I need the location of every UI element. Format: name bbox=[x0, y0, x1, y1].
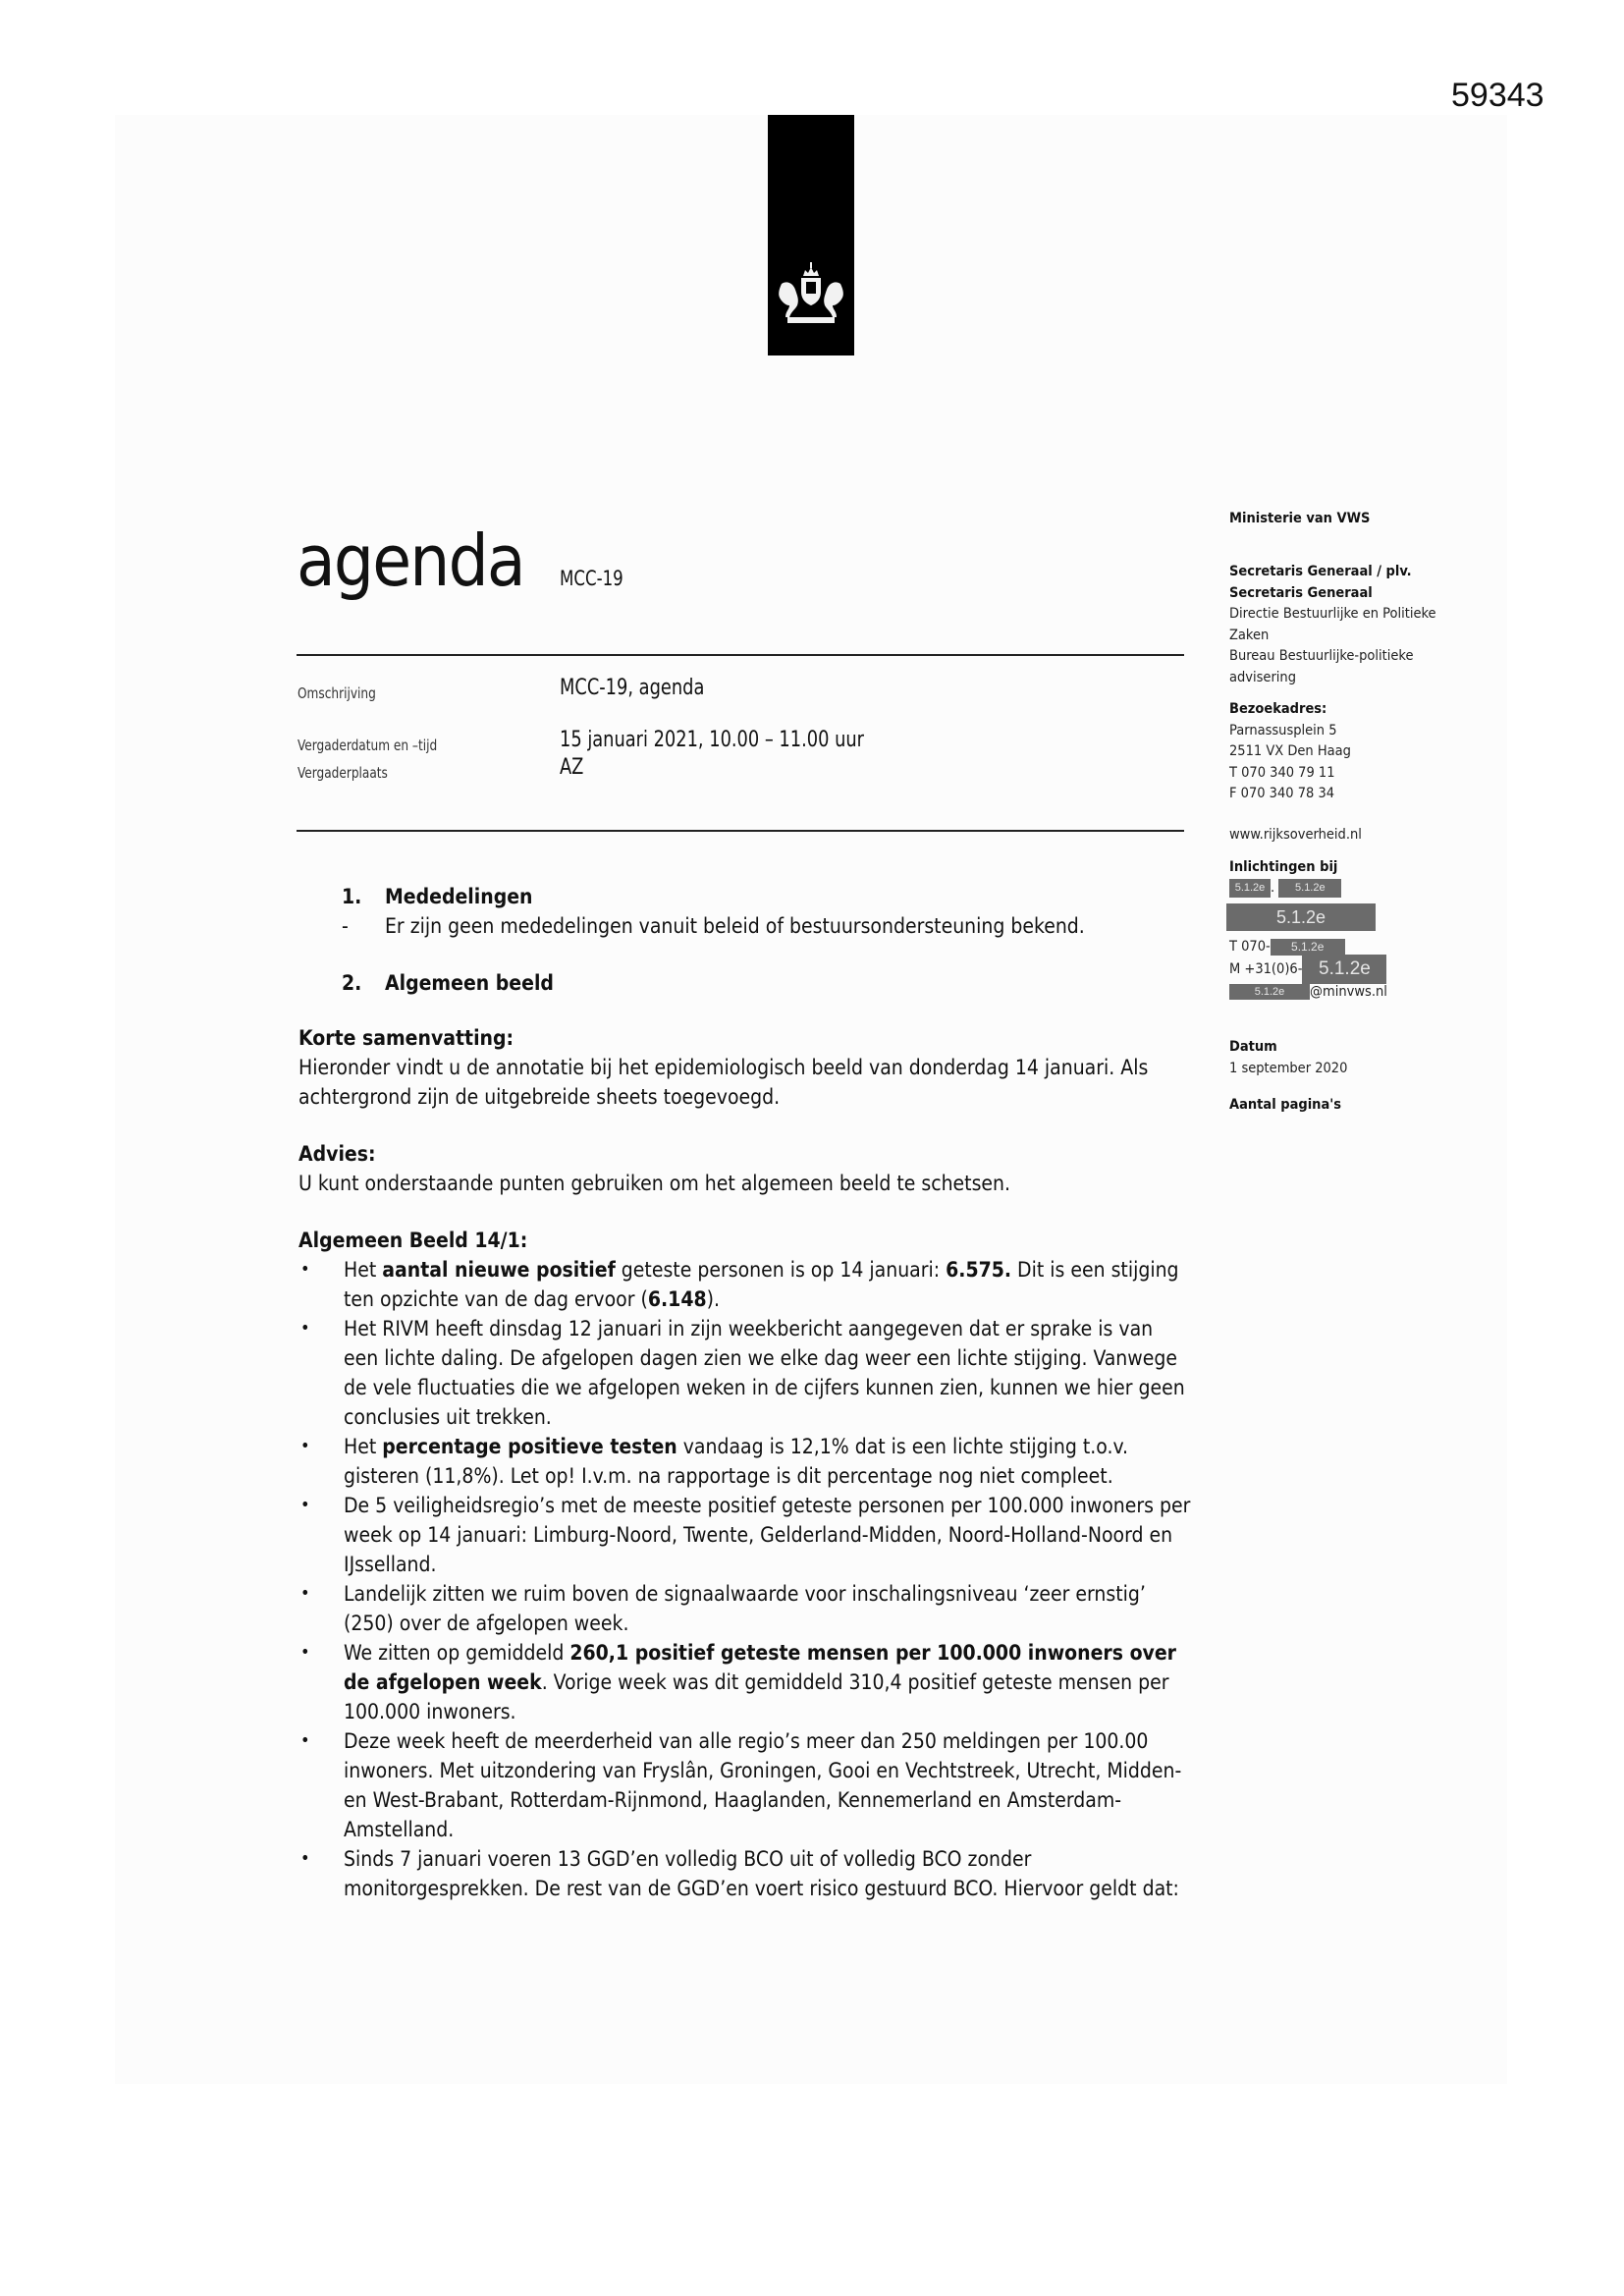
section-heading-2: 2. Algemeen beeld bbox=[342, 971, 554, 995]
bullet-icon: • bbox=[300, 1436, 310, 1456]
meta-value-description: MCC-19, agenda bbox=[560, 676, 705, 700]
redaction-box: 5.1.2e bbox=[1302, 955, 1386, 984]
overview-heading: Algemeen Beeld 14/1: bbox=[298, 1229, 528, 1252]
summary-text: Hieronder vindt u de annotatie bij het epidemiologisch beeld van donderdag 14 januari. Als achtergrond zijn de uitgebreide sheets toegevoegd. bbox=[298, 1056, 1149, 1109]
section-heading-1: 1. Mededelingen bbox=[342, 885, 533, 908]
redaction-box: 5.1.2e bbox=[1278, 879, 1341, 898]
sidebar-contact-name: 5.1.2e . 5.1.2e bbox=[1229, 878, 1341, 900]
divider-bottom bbox=[297, 830, 1184, 832]
bullet-icon: • bbox=[300, 1495, 310, 1515]
meta-label-description: Omschrijving bbox=[298, 684, 376, 702]
sidebar-address: Bezoekadres: Parnassusplein 5 2511 VX Den Haag T 070 340 79 11 F 070 340 78 34 bbox=[1229, 701, 1351, 801]
meta-value-location: AZ bbox=[560, 755, 584, 780]
agenda-body bbox=[298, 882, 1192, 1903]
bullet-icon: • bbox=[300, 1259, 310, 1280]
list-item: • De 5 veiligheidsregio’s met de meeste positief geteste personen per 100.000 inwoners per week op 14 januari: Limburg-Noord, Twente, Gelderland-Midden, Noord-Holland-Noord en IJsselland. bbox=[298, 1491, 1192, 1579]
bullet-icon: • bbox=[300, 1642, 310, 1663]
list-item: • We zitten op gemiddeld 260,1 positief geteste mensen per 100.000 inwoners over de afgelopen week. Vorige week was dit gemiddeld 310,4 positief geteste mensen per 100.000 inwoners. bbox=[298, 1638, 1192, 1726]
meta-label-datetime: Vergaderdatum en –tijd bbox=[298, 737, 438, 754]
title-block bbox=[297, 519, 623, 602]
advice-heading: Advies: bbox=[298, 1142, 376, 1166]
sidebar-website: www.rijksoverheid.nl bbox=[1229, 827, 1362, 843]
summary-heading: Korte samenvatting: bbox=[298, 1026, 514, 1050]
sidebar-date: Datum 1 september 2020 bbox=[1229, 1039, 1348, 1076]
list-item: • Sinds 7 januari voeren 13 GGD’en volledig BCO uit of volledig BCO zonder monitorgesprekken. De rest van de GGD’en voert risico gestuurd BCO. Hiervoor geldt dat: bbox=[298, 1844, 1192, 1903]
coat-of-arms-icon bbox=[774, 262, 848, 331]
sidebar-department: Secretaris Generaal / plv. Secretaris Generaal Directie Bestuurlijke en Politieke Zaken Bureau Bestuurlijke-politieke advisering bbox=[1229, 564, 1436, 685]
sidebar-contact-title bbox=[1226, 903, 1376, 931]
list-item: • Deze week heeft de meerderheid van alle regio’s meer dan 250 meldingen per 100.00 inwoners. Met uitzondering van Fryslân, Groningen, Gooi en Vechtstreek, Utrecht, Midden- en West-Brabant, Rotterdam-Rijnmond, Haaglanden, Kennemerland en Amsterdam-Amstelland. bbox=[298, 1726, 1192, 1844]
sidebar-contact-label: Inlichtingen bij bbox=[1229, 859, 1338, 875]
redaction-box: 5.1.2e bbox=[1226, 903, 1376, 931]
sidebar-ministry: Ministerie van VWS bbox=[1229, 511, 1371, 526]
sidebar-contact-phone: T 070- 5.1.2e bbox=[1229, 937, 1345, 958]
sidebar-page-count: Aantal pagina's bbox=[1229, 1097, 1342, 1113]
advice-text: U kunt onderstaande punten gebruiken om het algemeen beeld te schetsen. bbox=[298, 1172, 1011, 1195]
redaction-box: 5.1.2e bbox=[1271, 939, 1345, 956]
list-item: • Het percentage positieve testen vandaag is 12,1% dat is een lichte stijging t.o.v. gisteren (11,8%). Let op! I.v.m. na rapportage is dit percentage nog niet compleet. bbox=[298, 1432, 1192, 1491]
meta-label-location: Vergaderplaats bbox=[298, 764, 388, 782]
list-item: • Landelijk zitten we ruim boven de signaalwaarde voor inschalingsniveau ‘zeer ernstig’ (250) over de afgelopen week. bbox=[298, 1579, 1192, 1638]
list-item: • Het aantal nieuwe positief geteste personen is op 14 januari: 6.575. Dit is een stijging ten opzichte van de dag ervoor (6.148). bbox=[298, 1255, 1192, 1314]
list-item: • Het RIVM heeft dinsdag 12 januari in zijn weekbericht aangegeven dat er sprake is van een lichte daling. De afgelopen dagen zien we elke dag weer een lichte stijging. Vanwege de vele fluctuaties die we afgelopen weken in de cijfers kunnen zien, kunnen we hier geen conclusies uit trekken. bbox=[298, 1314, 1192, 1432]
sidebar-contact-email: 5.1.2e @minvws.nl bbox=[1229, 982, 1387, 1004]
bullet-icon: • bbox=[300, 1318, 310, 1339]
bullet-icon: • bbox=[300, 1848, 310, 1869]
meta-value-datetime: 15 januari 2021, 10.00 – 11.00 uur bbox=[560, 728, 864, 752]
overview-bullet-list bbox=[298, 1255, 1192, 1903]
government-logo bbox=[768, 115, 854, 355]
sidebar-contact-mobile: M +31(0)6- 5.1.2e bbox=[1229, 955, 1386, 984]
document-number: 59343 bbox=[1451, 77, 1544, 114]
page-subtitle: MCC-19 bbox=[560, 567, 623, 590]
bullet-icon: • bbox=[300, 1730, 310, 1751]
redaction-box: 5.1.2e bbox=[1229, 984, 1310, 1000]
bullet-icon: • bbox=[300, 1583, 310, 1604]
page-title: agenda bbox=[297, 519, 524, 602]
redaction-box: 5.1.2e bbox=[1229, 879, 1271, 898]
divider-top bbox=[297, 654, 1184, 656]
section-1-item: - Er zijn geen mededelingen vanuit beleid of bestuursondersteuning bekend. bbox=[342, 914, 1085, 938]
